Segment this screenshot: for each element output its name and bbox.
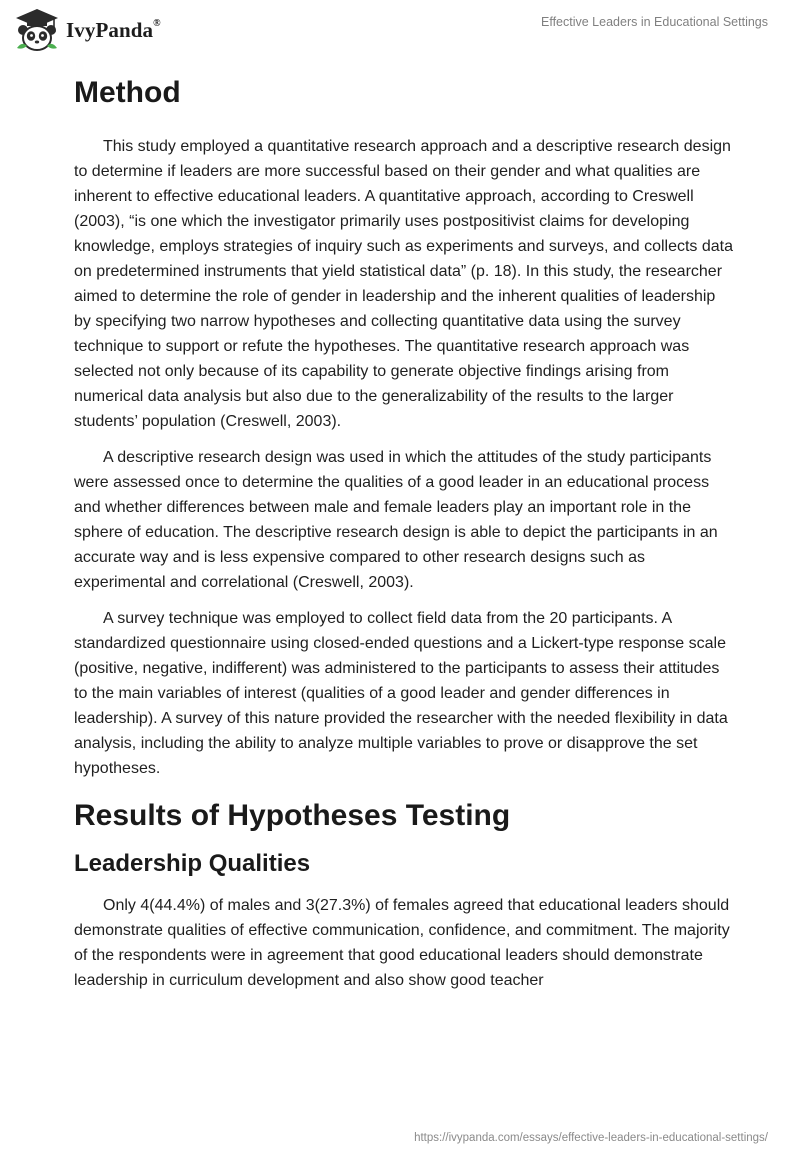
method-paragraph-2: A descriptive research design was used in which the attitudes of the study participants were assessed once to determine the qualities of a good leader in an educational process and whether differences between male and female leaders play an important role in the sphere of education. The descriptive research design is able to depict the participants in an accurate way and is less expensive compared to other research designs such as experimental and correlational (Creswell, 2003). [74,449,718,591]
results-heading: Results of Hypotheses Testing [74,799,511,832]
page-header [0,0,800,62]
source-url[interactable]: https://ivypanda.com/essays/effective-leaders-in-educational-settings/ [414,1132,768,1144]
essay-content [74,70,734,1004]
method-paragraph-3: A survey technique was employed to collect field data from the 20 participants. A standardized questionnaire using closed-ended questions and a Lickert-type response scale (positive, negative, indifferent) was administered to the participants to assess their attitudes to the main variables of interest (qualities of a good leader and gender differences in leadership). A survey of this nature provided the researcher with the needed flexibility in data analysis, including the ability to analyze multiple variables to prove or disapprove the set hypotheses. [74,610,728,777]
brand-logo[interactable] [14,8,161,52]
brand-name-text: IvyPanda [66,17,154,42]
registered-mark: ® [153,17,161,29]
method-heading: Method [74,76,181,109]
brand-name [66,18,161,43]
method-paragraph-1: This study employed a quantitative research approach and a descriptive research design to determine if leaders are more successful based on their gender and what qualities are inherent to effective educational leaders. A quantitative approach, according to Creswell (2003), “is one which the investigator primarily uses postpositivist claims for developing knowledge, employs strategies of inquiry such as experiments and surveys, and collects data on predetermined instruments that yield statistical data” (p. 18). In this study, the researcher aimed to determine the role of gender in leadership and the inherent qualities of leadership by specifying two narrow hypotheses and collecting quantitative data using the survey technique to support or refute the hypotheses. The quantitative research approach was selected not only because of its capability to generate objective findings arising from numerical data analysis but also due to the generalizability of the results to the larger students’ population (Creswell, 2003). [74,138,734,430]
leadership-qualities-paragraph-1: Only 4(44.4%) of males and 3(27.3%) of females agreed that educational leaders should demonstrate qualities of effective communication, confidence, and commitment. The majority of the respondents were in agreement that good educational leaders should demonstrate leadership in curriculum development and also show good teacher [74,897,730,989]
panda-graduation-cap-icon [14,8,60,52]
document-title: Effective Leaders in Educational Settings [541,15,768,29]
leadership-qualities-heading: Leadership Qualities [74,850,311,877]
